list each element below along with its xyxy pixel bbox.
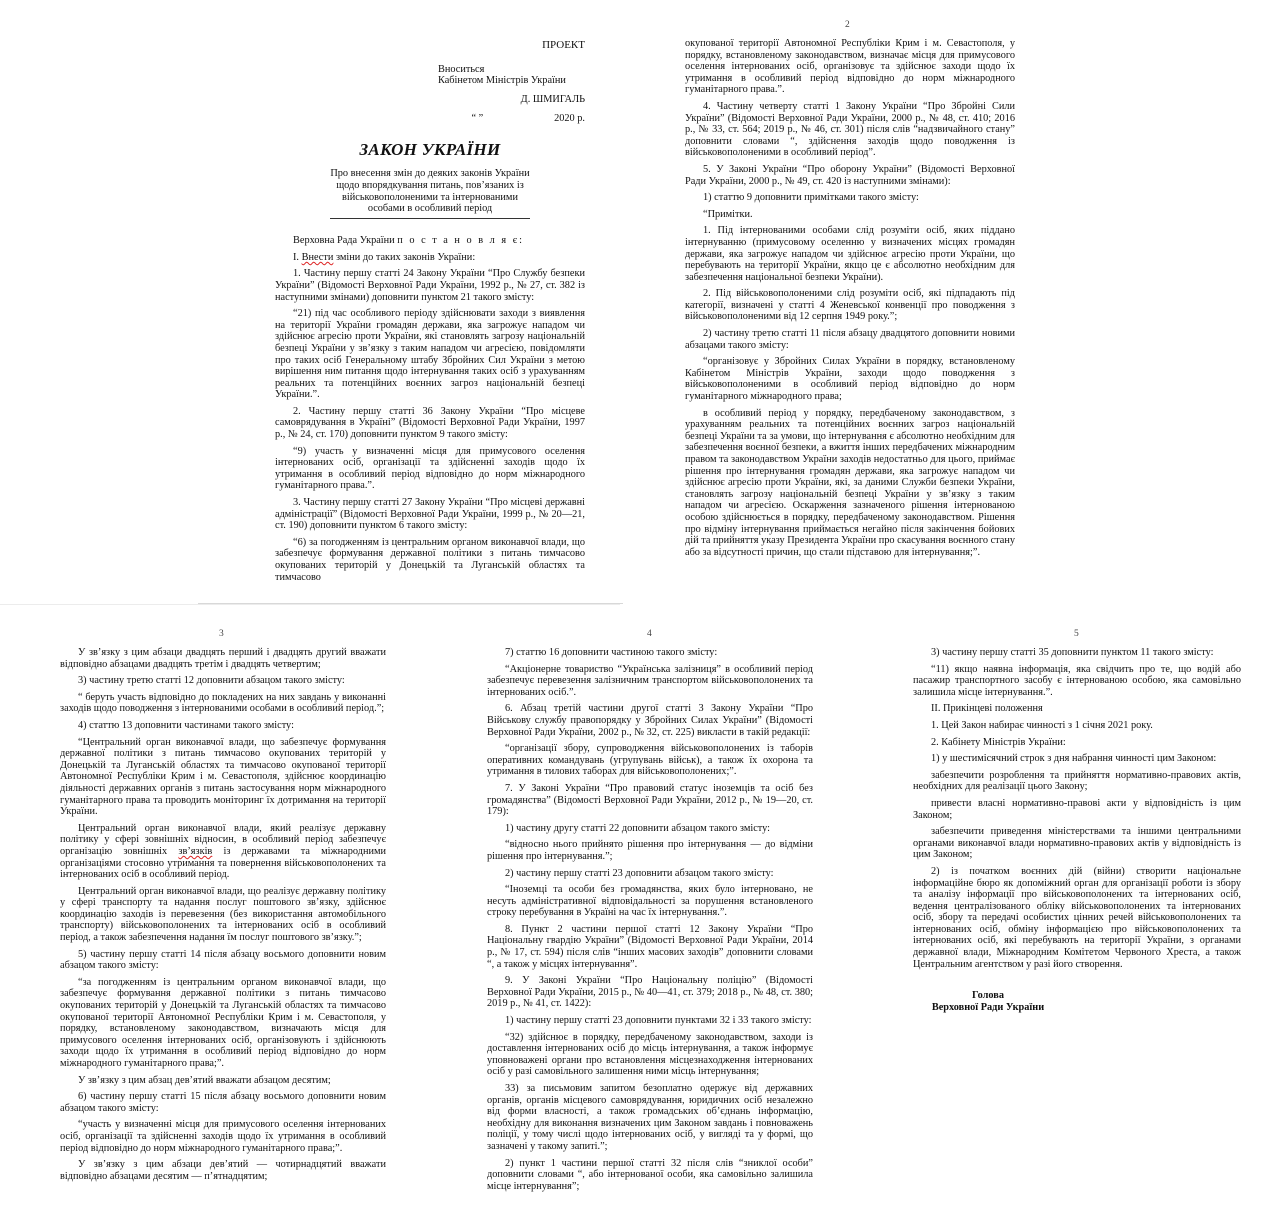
paragraph: “9) участь у визначенні місця для примусового оселення інтернованих осіб, організації та здійсненні заходів щодо їх утримання в особливий період відповідно до норм міжнародного гуманітарного права.”.: [275, 445, 585, 492]
paragraph: “32) здійснює в порядку, передбаченому законодавством, заходи із доставлення інтернованих осіб до місць інтернування, а також інформує уповноважені органи про встановлення місцезнаходження інтернованих осіб у разі самовільного залишення ними місць інтернування;: [487, 1031, 813, 1078]
spellcheck-word: зв’язків: [178, 845, 213, 857]
paragraph: “Іноземці та особи без громадянства, яких було інтерновано, не несуть адміністративної відповідальності за порушення встановленого строку перебування в Україні на час їх інтернування.”.: [487, 884, 813, 919]
signer-name: Д. ШМИГАЛЬ: [520, 94, 585, 106]
signature-organization: Верховної Ради України: [931, 1001, 1045, 1013]
paragraph: 5) частину першу статті 14 після абзацу восьмого доповнити новим абзацом такого змісту:: [60, 948, 386, 972]
section-1-text: зміни до таких законів України:: [335, 251, 476, 263]
page-number: 4: [647, 629, 652, 639]
paragraph: “21) під час особливого періоду здійснювати заходи з виявлення на території України громадян держави, яка загрожує нападом чи здійснює агресію проти України, які становлять загрозу національній безпеці України у зв’язку з таким нападом чи агресією, повідомляти про таких осіб Генеральному штабу Збройних Сил України з метою вирішення ним питання щодо інтернування таких осіб з урахуванням реальних та потенційних воєнних загроз національній безпеці України.”.: [275, 308, 585, 401]
paragraph: “Акціонерне товариство “Українська залізниця” в особливий період забезпечує перевезення залізничним транспортом військовополонених та інтернованих осіб.”.: [487, 663, 813, 698]
paragraph: 8. Пункт 2 частини першої статті 12 Закону України “Про Національну гвардію України” (Відомості Верховної Ради України, 2014 р., № 17, ст. 594) після слів “інших масових заходів” доповнити словами “, а також у місцях інтернування”.: [487, 923, 813, 970]
decree-verb: п о с т а н о в л я є:: [397, 235, 524, 247]
paragraph: 2) частину третю статті 11 після абзацу двадцятого доповнити новими абзацами такого змісту:: [685, 328, 1015, 351]
paragraph: “Центральний орган виконавчої влади, що забезпечує формування державної політики з питань тимчасово окупованих територій у Донецькій та Луганській областях та тимчасово окупованої території Автономної Республіки Крим і м. Севастополя, здійснює координацію діяльності державних органів з питань застосування норм міжнародного гуманітарного права та проводить моніторинг їх дотримання на території України.: [60, 736, 386, 818]
decree-line: [275, 235, 585, 247]
document-page-2: [685, 38, 1015, 563]
paragraph: забезпечити розроблення та прийняття нормативно-правових актів, необхідних для реалізації цього Закону;: [913, 769, 1241, 793]
paragraph: “6) за погодженням із центральним органом виконавчої влади, що забезпечує формування державної політики з питань тимчасово окупованих територій у Донецькій та Луганській областях та тимчасово: [275, 536, 585, 583]
paragraph: “за погодженням із центральним органом виконавчої влади, що забезпечує формування державної політики з питань тимчасово окупованих територій у Донецькій та Луганській областях та тимчасово окупованої території Автономної Республіки Крим і м. Севастополя, у порядку, встановленому законодавством, визначають місця для примусового оселення інтернованих осіб, організовують і здійснюють заходи щодо їх утримання в особливий період відповідно до норм міжнародного гуманітарного права;”.: [60, 976, 386, 1069]
paragraph: 1) статтю 9 доповнити примітками такого змісту:: [703, 192, 919, 204]
paragraph: “організовує у Збройних Силах України в порядку, встановленому Кабінетом Міністрів України, заходи щодо поводження з військовополоненими в особливий період відповідно до норм гуманітарного міжнародного права;: [685, 356, 1015, 403]
paragraph-text: із державами та міжнародними організаціями стосовно утримання та повернення військовополонених та інтернованих осіб в особливий період.: [60, 845, 387, 881]
paragraph: 6) частину першу статті 15 після абзацу восьмого доповнити новим абзацом такого змісту:: [60, 1091, 386, 1114]
signature-title: Голова: [971, 990, 1005, 1002]
paragraph: “Примітки.: [703, 208, 753, 220]
document-page-4: [487, 647, 813, 1197]
paragraph: [60, 823, 386, 881]
signature-block: [913, 990, 1063, 1013]
paragraph: 1. Частину першу статті 24 Закону України “Про Службу безпеки України” (Відомості Верховної Ради України, 1992 р., № 27, ст. 382 із наступними змінами) доповнити пунктом 21 такого змісту:: [275, 268, 585, 303]
date-line: [275, 113, 585, 125]
paragraph-text: Центральний орган виконавчої влади, який реалізує державну політику у сфері зовнішніх відносин, в особливий період забезпечує організацію зовнішніх: [60, 822, 386, 857]
paragraph: 1. Під інтернованими особами слід розуміти осіб, яких піддано інтернуванню (примусовому оселенню у визначених місцях громадян держави, яка загрожує нападом чи здійснює агресію проти України, що перебувають на території України, якщо це є абсолютно необхідним для забезпечення національної безпеки України).: [685, 225, 1015, 283]
paragraph: 2. Частину першу статті 36 Закону України “Про місцеве самоврядування в Україні” (Відомості Верховної Ради України, 1997 р., № 24, ст. 170) доповнити пунктом 9 такого змісту:: [275, 405, 585, 441]
paragraph: в особливий період у порядку, передбаченому законодавством, з урахуванням реальних та потенційних воєнних загроз національній безпеці України та за умови, що інтернування є абсолютно необхідним для забезпечення воєнної безпеки, а вжиття інших передбачених міжнародним правом та законодавством України заходів недостатньо для цього, приймає рішення про інтернування громадян держави, яка загрожує нападом чи здійснює агресію проти України, які, за даними Служби безпеки України, становлять загрозу національній безпеці України у зв’язку з таким нападом чи агресією. Оскарження зазначеного рішення інтернованою особою здійснюється в порядку, передбаченому законодавством. Рішення про відміну інтернування приймається негайно після закінчення бойових дій та прийняття указу Президента України про скасування воєнного стану або за відсутності причин, що стали підставою для інтернування;”.: [685, 407, 1015, 558]
paragraph: забезпечити приведення міністерствами та іншими центральними органами виконавчої влади нормативно-правових актів у відповідність із цим Законом;: [913, 826, 1241, 861]
page-separator: [0, 604, 620, 605]
page-separator: [198, 603, 623, 604]
law-description: Про внесення змін до деяких законів України щодо впорядкування питань, пов’язаних із військовополоненими та інтернованими особами в особливий період: [330, 167, 530, 215]
paragraph: 6. Абзац третій частини другої статті 3 Закону України “Про Військову службу правопорядку у Збройних Силах України” (Відомості Верховної Ради України, 2002 р., № 32, ст. 225) викласти в такій редакції:: [487, 703, 813, 738]
paragraph: 33) за письмовим запитом безоплатно одержує від державних органів, органів місцевого самоврядування, юридичних осіб незалежно від форми власності, а також громадських об’єднань інформацію, необхідну для виконання визначених цим Законом завдань і повноважень поліції, у тому числі щодо інтернованих осіб, у вигляді та у формі, що зазначені у такому запиті.”;: [487, 1083, 813, 1152]
paragraph: “відносно нього прийнято рішення про інтернування — до відміни рішення про інтернування.”;: [487, 839, 813, 862]
paragraph: “участь у визначенні місця для примусового оселення інтернованих осіб, організації та здійсненні заходів щодо їх утримання в особливий період відповідно до норм міжнародного гуманітарного права;”.: [60, 1119, 386, 1154]
paragraph: У зв’язку з цим абзаци двадцять перший і двадцять другий вважати відповідно абзацами двадцять третім і двадцять четвертим;: [60, 647, 386, 670]
paragraph: Центральний орган виконавчої влади, що реалізує державну політику у сфері транспорту та надання послуг поштового зв’язку, здійснює координацію заходів із перевезення (без використання автомобільного транспорту) військовополонених та інтернованих осіб в особливий період, а також забезпечення надання їм послуг поштового зв’язку.”;: [60, 885, 386, 944]
section-1-heading: [275, 252, 585, 264]
paragraph: 2) частину першу статті 23 доповнити абзацом такого змісту:: [505, 867, 774, 879]
paragraph: 7. У Законі України “Про правовий статус іноземців та осіб без громадянства” (Відомості Верховної Ради України, 2012 р., № 19—20, ст. 179):: [487, 782, 813, 818]
decree-subject: Верховна Рада України: [293, 235, 395, 247]
paragraph: У зв’язку з цим абзаци дев’ятий — чотирнадцятий вважати відповідно абзацами десятим — п’ятнадцятим;: [60, 1159, 386, 1182]
project-label: ПРОЕКТ: [542, 39, 585, 51]
paragraph: окупованої території Автономної Республіки Крим і м. Севастополя, у порядку, встановленому законодавством, визначає місця для примусового оселення інтернованих осіб, організовує та здійснює заходи щодо їх утримання в особливий період відповідно до норм міжнародного гуманітарного права.”.: [685, 38, 1015, 96]
paragraph: 1) у шестимісячний строк з дня набрання чинності цим Законом:: [931, 753, 1217, 765]
document-page-3: [60, 647, 386, 1187]
paragraph: 1) частину першу статті 23 доповнити пунктами 32 і 33 такого змісту:: [505, 1015, 812, 1027]
date-quotes: “ ”: [471, 112, 484, 124]
paragraph: 2. Кабінету Міністрів України:: [931, 736, 1066, 748]
paragraph: 1. Цей Закон набирає чинності з 1 січня 2021 року.: [931, 719, 1153, 731]
paragraph: привести власні нормативно-правові акти у відповідність із цим Законом;: [913, 797, 1241, 821]
paragraph: 4. Частину четверту статті 1 Закону України “Про Збройні Сили України” (Відомості Верховної Ради України, 2000 р., № 48, ст. 410; 2016 р., № 33, ст. 564; 2019 р., № 46, ст. 301) після слів “надзвичайного стану” доповнити словами “, здійснення заходів щодо поводження із військовополоненими в особливий період”.: [685, 100, 1015, 159]
paragraph: 1) частину другу статті 22 доповнити абзацом такого змісту:: [505, 822, 770, 834]
paragraph: 5. У Законі України “Про оборону України” (Відомості Верховної Ради України, 2000 р., № 49, ст. 420 із наступними змінами):: [685, 163, 1015, 187]
page-number: 5: [1074, 629, 1079, 639]
paragraph: 3. Частину першу статті 27 Закону України “Про місцеві державні адміністрації” (Відомості Верховної Ради України, 1999 р., № 20—21, ст. 190) доповнити пунктом 6 такого змісту:: [275, 497, 585, 532]
page-number: 2: [845, 20, 850, 30]
date-year: 2020 р.: [554, 112, 585, 124]
paragraph: У зв’язку з цим абзац дев’ятий вважати абзацом десятим;: [78, 1074, 331, 1086]
submitted-line-2: Кабінетом Міністрів України: [438, 75, 566, 87]
spellcheck-word: Внести: [301, 251, 334, 263]
paragraph: 2. Під військовополоненими слід розуміти осіб, які підпадають під категорії, визначені у статті 4 Женевської конвенції про поводження з військовополоненими від 12 серпня 1949 року.”;: [685, 288, 1015, 323]
paragraph: “організації збору, супроводження військовополонених із таборів оперативних командувань (угрупувань військ), а також їх охорона та утримання в тилових таборах для військовополонених;”.: [487, 743, 813, 778]
submitted-by: [438, 64, 585, 88]
paragraph: 2) із початком воєнних дій (війни) створити національне інформаційне бюро як допоміжний орган для організації роботи із збору та аналізу інформації про військовополонених та інтернованих осіб, ведення централізованого обліку військовополонених та інтернованих осіб, збору та передачі особистих цінних речей військовополонених та інтернованих осіб, обміну інформацією про військовополонених та інтернованих осіб, які перебувають на території України, з органами державної влади, Міжнародним Комітетом Червоного Хреста, а також Центральним агентством у разі його створення.: [913, 865, 1241, 970]
document-page-5: [913, 647, 1241, 1013]
submitted-line-1: Вноситься: [438, 63, 485, 75]
paragraph: 9. У Законі України “Про Національну поліцію” (Відомості Верховної Ради України, 2015 р., № 40—41, ст. 379; 2018 р., № 48, ст. 380; 2019 р., № 41, ст. 1422):: [487, 975, 813, 1010]
paragraph: “11) якщо наявна інформація, яка свідчить про те, що водій або пасажир транспортного засобу є інтернованою особою, яка самовільно залишила місце інтернування.”.: [913, 663, 1241, 698]
section-2-heading: ІІ. Прикінцеві положення: [931, 703, 1043, 715]
paragraph: 4) статтю 13 доповнити частинами такого змісту:: [78, 719, 294, 731]
paragraph: “ беруть участь відповідно до покладених на них завдань у виконанні заходів щодо поводження з інтернованими особами в особливий період.”;: [60, 691, 386, 715]
law-title: ЗАКОН УКРАЇНИ: [359, 140, 501, 160]
paragraph: 7) статтю 16 доповнити частиною такого змісту:: [505, 647, 718, 658]
page-number: 3: [219, 629, 224, 639]
title-underline: [330, 218, 530, 219]
section-1-number: І.: [293, 251, 300, 263]
paragraph: 3) частину першу статті 35 доповнити пунктом 11 такого змісту:: [931, 647, 1214, 658]
paragraph: 2) пункт 1 частини першої статті 32 після слів “зниклої особи” доповнити словами “, або інтернованої особи, яка самовільно залишила місце інтернування”;: [487, 1157, 813, 1192]
document-page-1: [275, 38, 585, 588]
paragraph: 3) частину третю статті 12 доповнити абзацом такого змісту:: [78, 675, 345, 687]
